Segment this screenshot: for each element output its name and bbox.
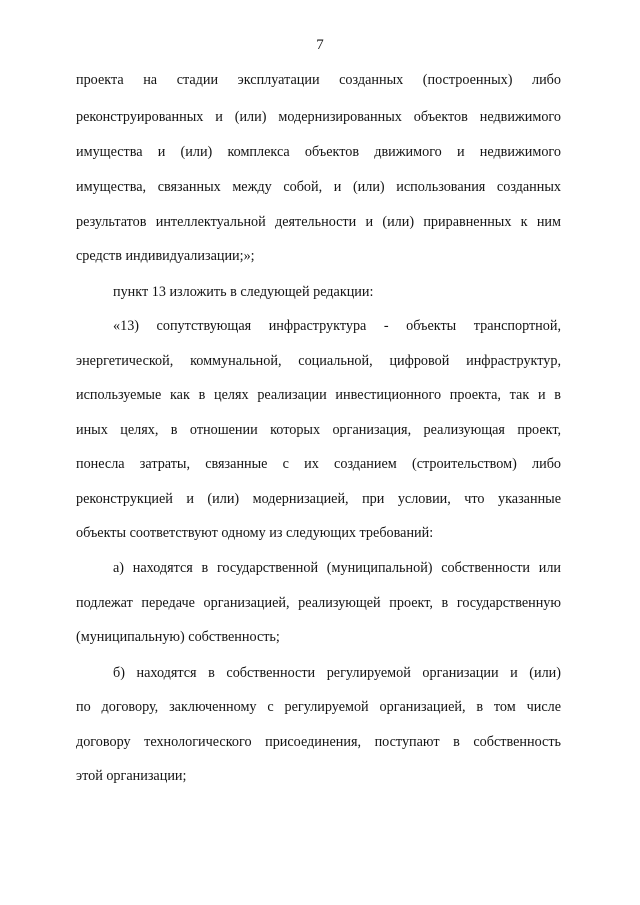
text-line: реконструкцией и (или) модернизацией, при условии, что указанные — [76, 491, 561, 507]
page-number: 7 — [316, 37, 324, 53]
text-line: используемые как в целях реализации инвестиционного проекта, так и в — [76, 387, 561, 403]
text-line: имущества, связанных между собой, и (или) использования созданных — [76, 179, 561, 195]
text-line: (муниципальную) собственность; — [76, 629, 280, 645]
text-line: проекта на стадии эксплуатации созданных (построенных) либо — [76, 72, 561, 88]
text-line: энергетической, коммунальной, социальной, цифровой инфраструктур, — [76, 353, 561, 369]
text-line: имущества и (или) комплекса объектов движимого и недвижимого — [76, 144, 561, 160]
text-line: «13) сопутствующая инфраструктура - объекты транспортной, — [113, 318, 561, 334]
text-line: объекты соответствуют одному из следующих требований: — [76, 525, 434, 541]
text-line: результатов интеллектуальной деятельности и (или) приравненных к ним — [76, 214, 561, 230]
text-line: понесла затраты, связанные с их созданием (строительством) либо — [76, 456, 561, 472]
text-line: средств индивидуализации;»; — [76, 248, 255, 264]
text-line: этой организации; — [76, 768, 187, 784]
text-line: договору технологического присоединения, поступают в собственность — [76, 734, 561, 750]
text-line: пункт 13 изложить в следующей редакции: — [113, 284, 374, 300]
text-line: а) находятся в государственной (муниципальной) собственности или — [113, 560, 561, 576]
text-line: иных целях, в отношении которых организация, реализующая проект, — [76, 422, 561, 438]
text-line: реконструированных и (или) модернизированных объектов недвижимого — [76, 109, 561, 125]
text-line: по договору, заключенному с регулируемой организацией, в том числе — [76, 699, 561, 715]
text-line: подлежат передаче организацией, реализующей проект, в государственную — [76, 595, 561, 611]
text-line: б) находятся в собственности регулируемой организации и (или) — [113, 665, 561, 681]
